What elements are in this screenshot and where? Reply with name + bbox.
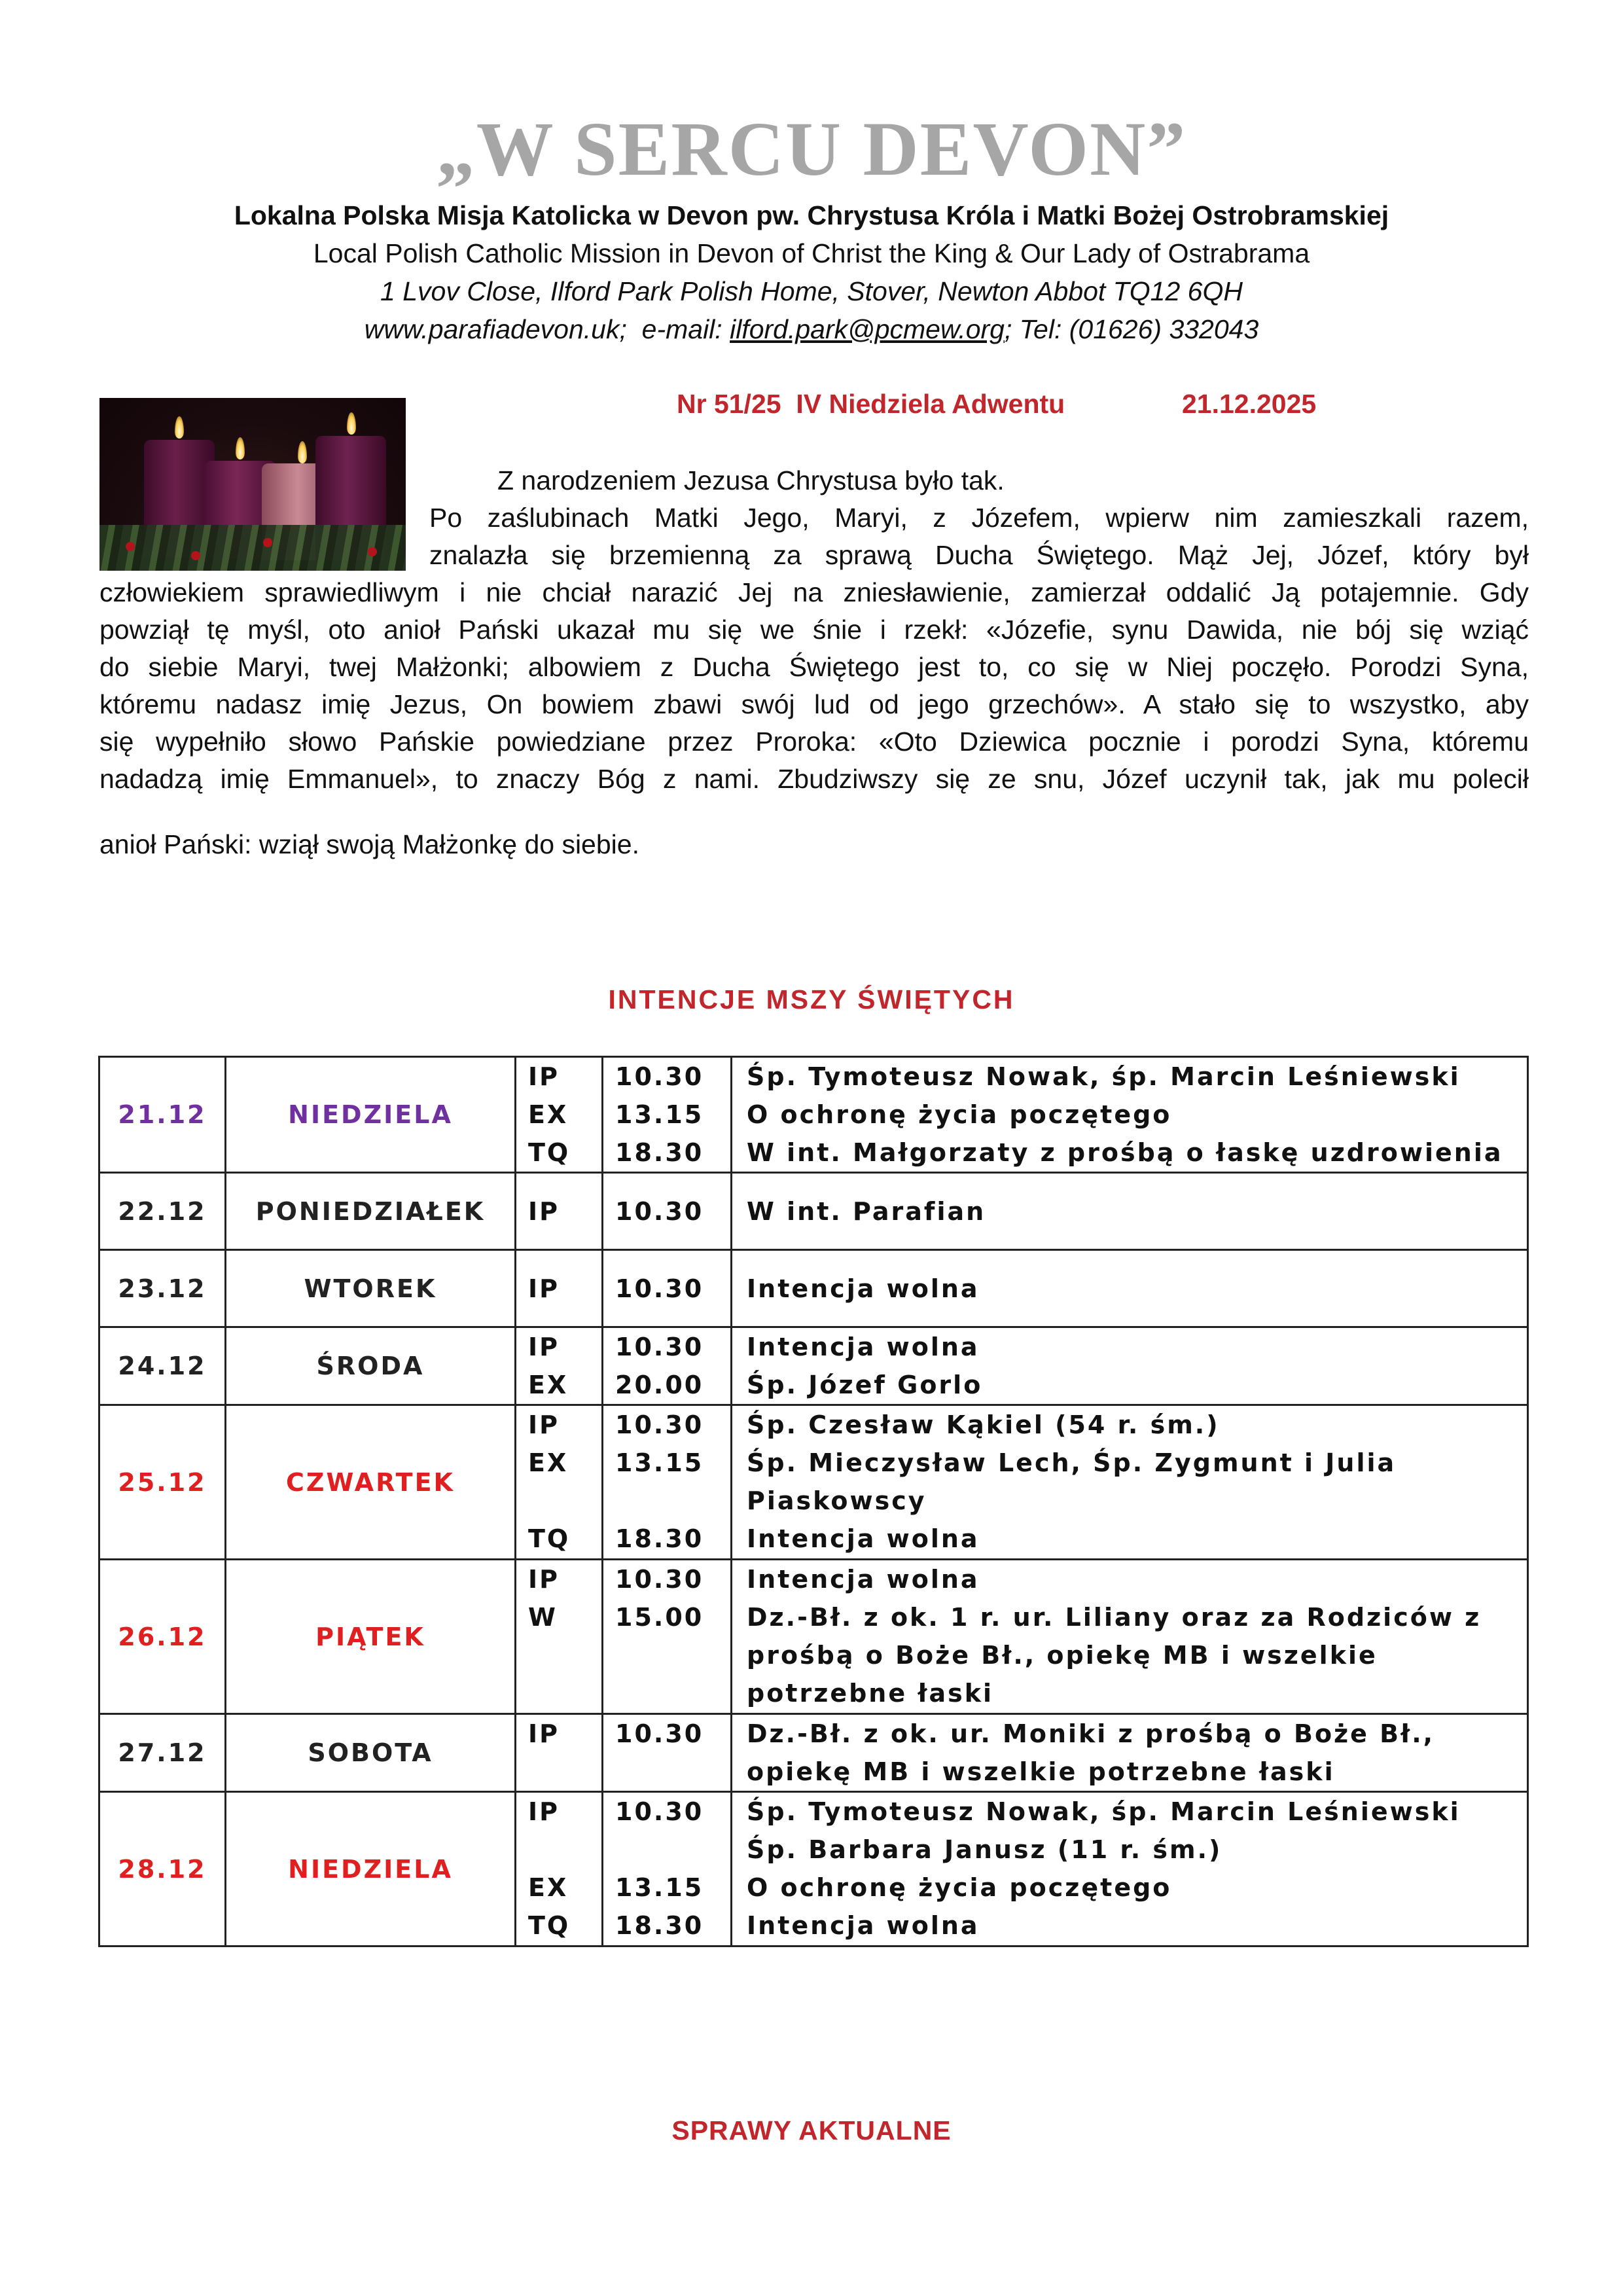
mass-date: 27.12: [99, 1714, 226, 1792]
mass-code: [528, 1482, 601, 1520]
mass-time-cell: [603, 1327, 732, 1405]
mass-time: [615, 1482, 730, 1520]
mass-time: 10.30: [615, 1333, 704, 1361]
mass-code-cell: [516, 1560, 603, 1714]
mass-day: WTOREK: [226, 1250, 516, 1327]
mass-day: NIEDZIELA: [226, 1057, 516, 1173]
mass-code-cell: [516, 1173, 603, 1250]
table-row: [99, 1173, 1528, 1250]
mass-time: 13.15: [615, 1100, 704, 1129]
mass-time: 10.30: [615, 1797, 704, 1826]
mass-code: EX: [528, 1873, 569, 1902]
gospel-line: Po zaślubinach Matki Jego, Maryi, z Józefem, wpierw nim zamieszkali razem,: [429, 503, 1529, 533]
mass-time: 10.30: [615, 1062, 704, 1091]
advent-candles-image: [99, 398, 406, 571]
mass-code: IP: [528, 1410, 560, 1439]
mass-date: 25.12: [99, 1405, 226, 1560]
news-heading: SPRAWY AKTUALNE: [671, 2115, 952, 2145]
mass-code: IP: [528, 1565, 560, 1594]
mass-time: [615, 1636, 730, 1674]
mass-intention-cell: [732, 1792, 1528, 1946]
mass-code-cell: [516, 1250, 603, 1327]
table-row: [99, 1327, 1528, 1405]
mass-time: 13.15: [615, 1873, 704, 1902]
mass-intention: Śp. Barbara Janusz (11 r. śm.): [747, 1835, 1222, 1864]
mass-intention: prośbą o Boże Bł., opiekę MB i wszelkie: [747, 1641, 1378, 1670]
mass-intention: Dz.-Bł. z ok. ur. Moniki z prośbą o Boże Bł.,: [747, 1719, 1435, 1748]
mass-date: 22.12: [99, 1173, 226, 1250]
mass-date: 21.12: [99, 1057, 226, 1173]
gospel-line: Z narodzeniem Jezusa Chrystusa było tak.: [497, 465, 1005, 495]
email-label: e-mail:: [641, 314, 722, 344]
mass-code: IP: [528, 1333, 560, 1361]
mass-date: 26.12: [99, 1560, 226, 1714]
mass-intention: Śp. Józef Gorlo: [747, 1371, 983, 1399]
mass-day: SOBOTA: [226, 1714, 516, 1792]
mass-code: EX: [528, 1100, 569, 1129]
mass-code: IP: [528, 1797, 560, 1826]
mass-intention-cell: [732, 1057, 1528, 1173]
mass-code: TQ: [528, 1524, 571, 1553]
mass-time: 20.00: [615, 1371, 704, 1399]
gospel-line: któremu nadasz imię Jezus, On bowiem zbawi swój lud od jego grzechów». A stało się to wszystko, aby: [99, 689, 1529, 719]
mass-code: EX: [528, 1448, 569, 1477]
gospel-line: do siebie Maryi, twej Małżonki; albowiem z Ducha Świętego jest to, co się w Niej poczęło. Porodzi Syna,: [99, 652, 1529, 682]
table-row: [99, 1560, 1528, 1714]
issue-heading: [677, 389, 1065, 420]
mass-time: 15.00: [615, 1603, 704, 1632]
issue-date: 21.12.2025: [1182, 389, 1317, 419]
intentions-heading: INTENCJE MSZY ŚWIĘTYCH: [608, 984, 1015, 1014]
mass-date: 24.12: [99, 1327, 226, 1405]
mass-intention: Piaskowscy: [747, 1486, 927, 1515]
gospel-line: nadadzą imię Emmanuel», to znaczy Bóg z nami. Zbudziwszy się ze snu, Józef uczynił tak, jak mu polecił: [99, 764, 1529, 794]
mass-time-cell: [603, 1560, 732, 1714]
mass-code: W: [528, 1603, 558, 1632]
mass-intention-cell: [732, 1714, 1528, 1792]
mass-code-cell: [516, 1327, 603, 1405]
mass-code: [528, 1831, 601, 1869]
contact-line: [0, 310, 1623, 348]
mass-time-cell: [603, 1057, 732, 1173]
mass-intention: Intencja wolna: [747, 1333, 980, 1361]
website-link[interactable]: www.parafiadevon.uk;: [364, 314, 627, 344]
mass-time: [615, 1674, 730, 1712]
mass-intention: W int. Parafian: [747, 1196, 986, 1226]
mass-time: [615, 1831, 730, 1869]
table-row: [99, 1792, 1528, 1946]
mission-name-english: Local Polish Catholic Mission in Devon of Christ the King & Our Lady of Ostrabrama: [313, 238, 1310, 268]
mass-date: 23.12: [99, 1250, 226, 1327]
gospel-line: człowiekiem sprawiedliwym i nie chciał narazić Jej na zniesławienie, zamierzał oddalić Ją potajemnie. Gdy: [99, 577, 1529, 607]
mass-intention: Śp. Tymoteusz Nowak, śp. Marcin Leśniewski: [747, 1797, 1461, 1826]
mass-time-cell: [603, 1405, 732, 1560]
mass-code: [528, 1636, 601, 1674]
mass-intention-cell: [732, 1250, 1528, 1327]
mass-time: 18.30: [615, 1524, 704, 1553]
mass-intention: Śp. Czesław Kąkiel (54 r. śm.): [747, 1410, 1220, 1439]
mass-code: IP: [528, 1274, 560, 1303]
mission-name-polish: Lokalna Polska Misja Katolicka w Devon pw. Chrystusa Króla i Matki Bożej Ostrobramskiej: [234, 200, 1389, 230]
mass-day: NIEDZIELA: [226, 1792, 516, 1946]
mass-code: IP: [528, 1196, 560, 1226]
mass-intention: Śp. Mieczysław Lech, Śp. Zygmunt i Julia: [747, 1448, 1397, 1477]
table-row: [99, 1714, 1528, 1792]
mass-intention: Intencja wolna: [747, 1911, 980, 1940]
gospel-line: znalazła się brzemienną za sprawą Ducha Świętego. Mąż Jej, Józef, który był: [429, 540, 1529, 570]
mass-intention: Śp. Tymoteusz Nowak, śp. Marcin Leśniewski: [747, 1062, 1461, 1091]
mass-time-cell: [603, 1714, 732, 1792]
phone-number: ; Tel: (01626) 332043: [1004, 314, 1259, 344]
email-link[interactable]: ilford.park@pcmew.org: [730, 314, 1005, 344]
mass-code-cell: [516, 1405, 603, 1560]
gospel-line: anioł Pański: wziął swoją Małżonkę do siebie.: [99, 829, 639, 859]
mass-intention-cell: [732, 1560, 1528, 1714]
table-row: [99, 1250, 1528, 1327]
mass-time-cell: [603, 1173, 732, 1250]
mass-time: 10.30: [615, 1410, 704, 1439]
mass-code-cell: [516, 1792, 603, 1946]
mass-day: PIĄTEK: [226, 1560, 516, 1714]
mass-date: 28.12: [99, 1792, 226, 1946]
mass-day: CZWARTEK: [226, 1405, 516, 1560]
mass-intention: Intencja wolna: [747, 1524, 980, 1553]
mass-time: 10.30: [615, 1274, 704, 1303]
mass-code-cell: [516, 1714, 603, 1792]
issue-number: Nr 51/25: [677, 389, 781, 419]
mass-time-cell: [603, 1250, 732, 1327]
mass-intention: opiekę MB i wszelkie potrzebne łaski: [747, 1757, 1335, 1786]
mass-time: 10.30: [615, 1719, 704, 1748]
mass-time-cell: [603, 1792, 732, 1946]
mass-code: IP: [528, 1062, 560, 1091]
gospel-line: się wypełniło słowo Pańskie powiedziane przez Proroka: «Oto Dziewica pocznie i porodzi Syna, któremu: [99, 726, 1529, 757]
newsletter-title: „W SERCU DEVON”: [436, 106, 1187, 192]
mass-intention: Intencja wolna: [747, 1565, 980, 1594]
table-row: [99, 1057, 1528, 1173]
mass-intention: Intencja wolna: [747, 1274, 980, 1303]
mission-address: 1 Lvov Close, Ilford Park Polish Home, Stover, Newton Abbot TQ12 6QH: [380, 276, 1243, 306]
mass-intention: W int. Małgorzaty z prośbą o łaskę uzdrowienia: [747, 1138, 1503, 1167]
mass-day: ŚRODA: [226, 1327, 516, 1405]
mass-intention-cell: [732, 1327, 1528, 1405]
mass-intention: Dz.-Bł. z ok. 1 r. ur. Liliany oraz za Rodziców z: [747, 1603, 1482, 1632]
issue-sunday: IV Niedziela Adwentu: [796, 389, 1065, 419]
mass-time: 10.30: [615, 1565, 704, 1594]
mass-code: [528, 1674, 601, 1712]
mass-time: 18.30: [615, 1911, 704, 1940]
mass-intentions-table: [98, 1056, 1529, 1947]
mass-code: EX: [528, 1371, 569, 1399]
mass-time: 13.15: [615, 1448, 704, 1477]
mass-code-cell: [516, 1057, 603, 1173]
gospel-line: powziął tę myśl, oto anioł Pański ukazał mu się we śnie i rzekł: «Józefie, synu Dawida, nie bój się wziąć: [99, 615, 1529, 645]
mass-intention: O ochronę życia poczętego: [747, 1100, 1172, 1129]
table-row: [99, 1405, 1528, 1560]
mass-intention-cell: [732, 1405, 1528, 1560]
mass-day: PONIEDZIAŁEK: [226, 1173, 516, 1250]
mass-time: 18.30: [615, 1138, 704, 1167]
mass-code: TQ: [528, 1138, 571, 1167]
mass-intention: O ochronę życia poczętego: [747, 1873, 1172, 1902]
mass-time: 10.30: [615, 1196, 704, 1226]
mass-code: TQ: [528, 1911, 571, 1940]
mass-intention: potrzebne łaski: [747, 1679, 994, 1708]
mass-code: IP: [528, 1719, 560, 1748]
mass-intention-cell: [732, 1173, 1528, 1250]
